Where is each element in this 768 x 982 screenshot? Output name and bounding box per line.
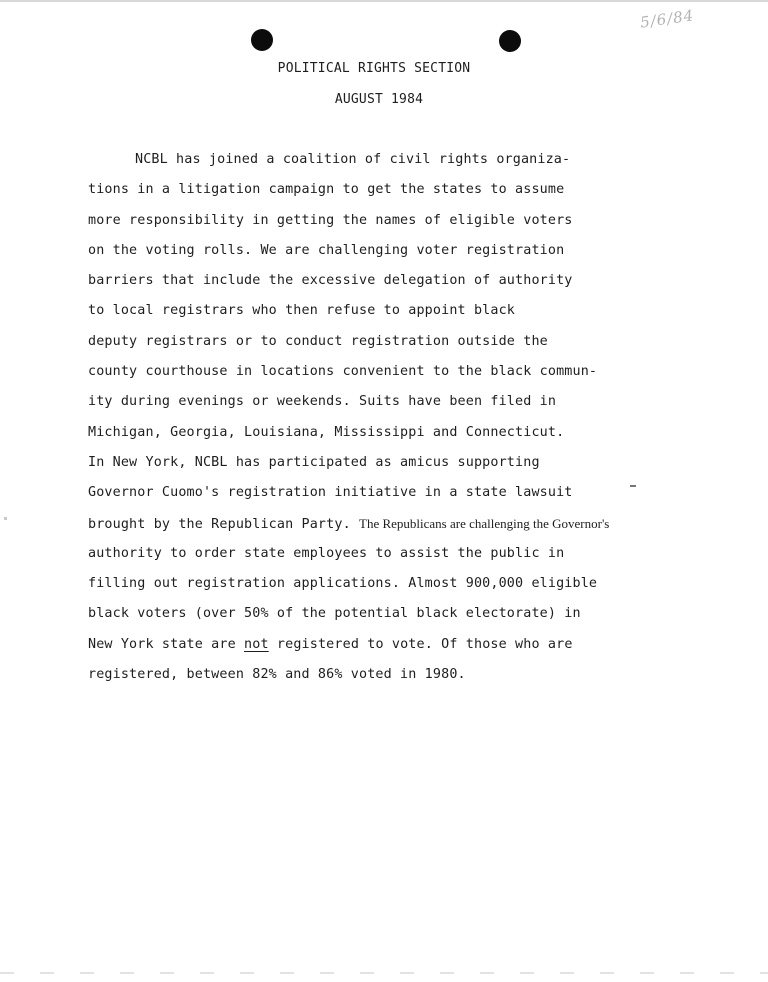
handwritten-date-annotation: 5/6/84 [639, 6, 696, 32]
punch-hole-right [499, 30, 521, 52]
paragraph-line [88, 635, 748, 665]
line-text: New York state are [88, 636, 236, 652]
line-text: registered to vote. Of those who are [276, 636, 573, 652]
underlined-emphasis: not [244, 636, 269, 652]
paragraph-line: ity during evenings or weekends. Suits have been filed in [88, 394, 557, 410]
top-edge-rule [0, 0, 768, 2]
paragraph-line: to local registrars who then refuse to appoint black [88, 303, 516, 319]
paragraph-line: Governor Cuomo's registration initiative in a state lawsuit [88, 485, 573, 501]
paragraph-line: deputy registrars or to conduct registration outside the [88, 333, 548, 349]
paragraph-line: more responsibility in getting the names of eligible voters [88, 212, 573, 228]
paragraph-line: In New York, NCBL has participated as amicus supporting [88, 454, 540, 470]
paragraph-line: tions in a litigation campaign to get the states to assume [88, 182, 565, 198]
paragraph-line: county courthouse in locations convenient to the black commun- [88, 364, 598, 380]
paragraph-line: barriers that include the excessive delegation of authority [88, 273, 573, 289]
section-date: AUGUST 1984 [334, 92, 424, 107]
paragraph-line: black voters (over 50% of the potential black electorate) in [88, 606, 581, 622]
line-text: brought by the Republican Party. [88, 516, 351, 532]
punch-hole-left [251, 29, 273, 51]
paragraph-line: on the voting rolls. We are challenging voter registration [88, 242, 565, 258]
paragraph-line [88, 514, 748, 544]
body-paragraph [88, 150, 748, 695]
stray-mark [630, 485, 636, 487]
scan-speck [4, 517, 7, 520]
inserted-text-serif: The Republicans are challenging the Governor's [359, 515, 610, 531]
bottom-scan-edge [0, 972, 768, 974]
paragraph-line: registered, between 82% and 86% voted in 1980. [88, 667, 466, 683]
paragraph-line: filling out registration applications. Almost 900,000 eligible [88, 576, 598, 592]
paragraph-line: authority to order state employees to assist the public in [88, 545, 565, 561]
paragraph-line: NCBL has joined a coalition of civil rights organiza- [135, 152, 571, 167]
section-title: POLITICAL RIGHTS SECTION [277, 61, 471, 76]
paragraph-line: Michigan, Georgia, Louisiana, Mississippi and Connecticut. [88, 424, 565, 440]
